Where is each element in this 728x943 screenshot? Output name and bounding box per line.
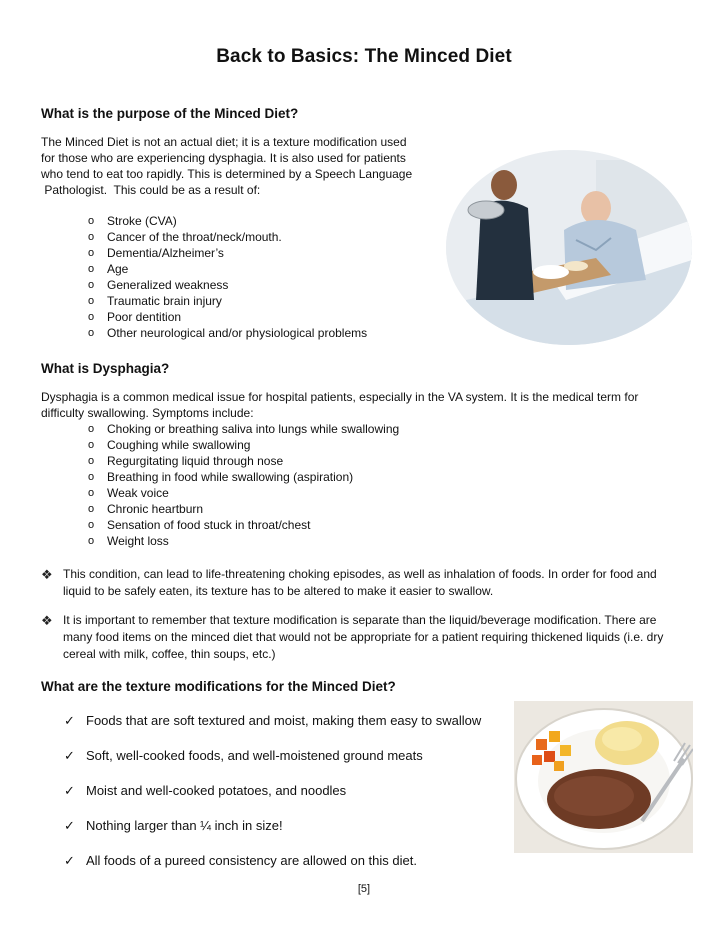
checklist-text: Foods that are soft textured and moist, making them easy to swallow	[86, 713, 482, 728]
checklist-item	[64, 853, 417, 869]
list-item: o Breathing in food while swallowing (aspiration)	[88, 469, 399, 485]
paragraph-line: who tend to eat too rapidly. This is determined by a Speech Language	[41, 167, 413, 181]
checkmark-icon: ✓	[64, 818, 75, 833]
list-item: o Cancer of the throat/neck/mouth.	[88, 229, 367, 245]
paragraph-line: difficulty swallowing. Symptoms include:	[41, 406, 254, 420]
note-line: liquid to be safely eaten, its texture has to be altered to make it easier to swallow.	[63, 584, 494, 598]
texture-heading: What are the texture modifications for the Minced Diet?	[41, 679, 396, 694]
note-texture-separate	[41, 612, 663, 663]
checklist-item	[64, 818, 283, 834]
checklist-item	[64, 713, 481, 729]
hospital-meal-photo	[446, 150, 692, 345]
list-item: o Stroke (CVA)	[88, 213, 367, 229]
checkmark-icon: ✓	[64, 748, 75, 763]
minced-food-plate-photo	[514, 701, 693, 853]
checklist-text: All foods of a pureed consistency are allowed on this diet.	[86, 853, 417, 868]
list-item: o Other neurological and/or physiological problems	[88, 325, 367, 341]
list-item: o Regurgitating liquid through nose	[88, 453, 399, 469]
note-line: many food items on the minced diet that would not be appropriate for a patient requiring thickened liquids (i.e. dry	[63, 630, 664, 644]
diamond-bullet-icon: ❖	[41, 567, 53, 582]
note-line: cereal with milk, coffee, thin soups, etc.)	[63, 647, 276, 661]
paragraph-line: Dysphagia is a common medical issue for hospital patients, especially in the VA system. It is the medical term for	[41, 390, 639, 404]
list-item: o Coughing while swallowing	[88, 437, 399, 453]
list-item: o Sensation of food stuck in throat/chest	[88, 517, 399, 533]
page-number: [5]	[357, 883, 371, 895]
checkmark-icon: ✓	[64, 853, 75, 868]
paragraph-line: The Minced Diet is not an actual diet; it is a texture modification used	[41, 135, 407, 149]
symptoms-list	[88, 421, 399, 549]
dysphagia-paragraph	[41, 389, 638, 421]
diamond-bullet-icon: ❖	[41, 613, 53, 628]
dysphagia-heading: What is Dysphagia?	[41, 361, 170, 376]
note-line: This condition, can lead to life-threatening choking episodes, as well as inhalation of foods. In order for food and	[63, 567, 657, 581]
paragraph-line: for those who are experiencing dysphagia. It is also used for patients	[41, 151, 406, 165]
list-item: o Weight loss	[88, 533, 399, 549]
checklist-text: Nothing larger than ¼ inch in size!	[86, 818, 283, 833]
paragraph-line: Pathologist. This could be as a result of:	[41, 183, 261, 197]
list-item: o Choking or breathing saliva into lungs while swallowing	[88, 421, 399, 437]
note-line: It is important to remember that texture modification is separate than the liquid/beverage modification. There are	[63, 613, 657, 627]
list-item: o Dementia/Alzheimer’s	[88, 245, 367, 261]
list-item: o Weak voice	[88, 485, 399, 501]
list-item: o Chronic heartburn	[88, 501, 399, 517]
causes-list	[88, 213, 367, 341]
checklist-text: Moist and well-cooked potatoes, and noodles	[86, 783, 347, 798]
list-item: o Age	[88, 261, 367, 277]
note-choking	[41, 566, 657, 600]
page-title: Back to Basics: The Minced Diet	[216, 46, 512, 67]
checkmark-icon: ✓	[64, 713, 75, 728]
checklist-item	[64, 748, 423, 764]
checklist-item	[64, 783, 346, 799]
purpose-paragraph	[41, 134, 412, 198]
checkmark-icon: ✓	[64, 783, 75, 798]
list-item: o Poor dentition	[88, 309, 367, 325]
checklist-text: Soft, well-cooked foods, and well-moistened ground meats	[86, 748, 423, 763]
list-item: o Traumatic brain injury	[88, 293, 367, 309]
list-item: o Generalized weakness	[88, 277, 367, 293]
purpose-heading: What is the purpose of the Minced Diet?	[41, 106, 299, 121]
